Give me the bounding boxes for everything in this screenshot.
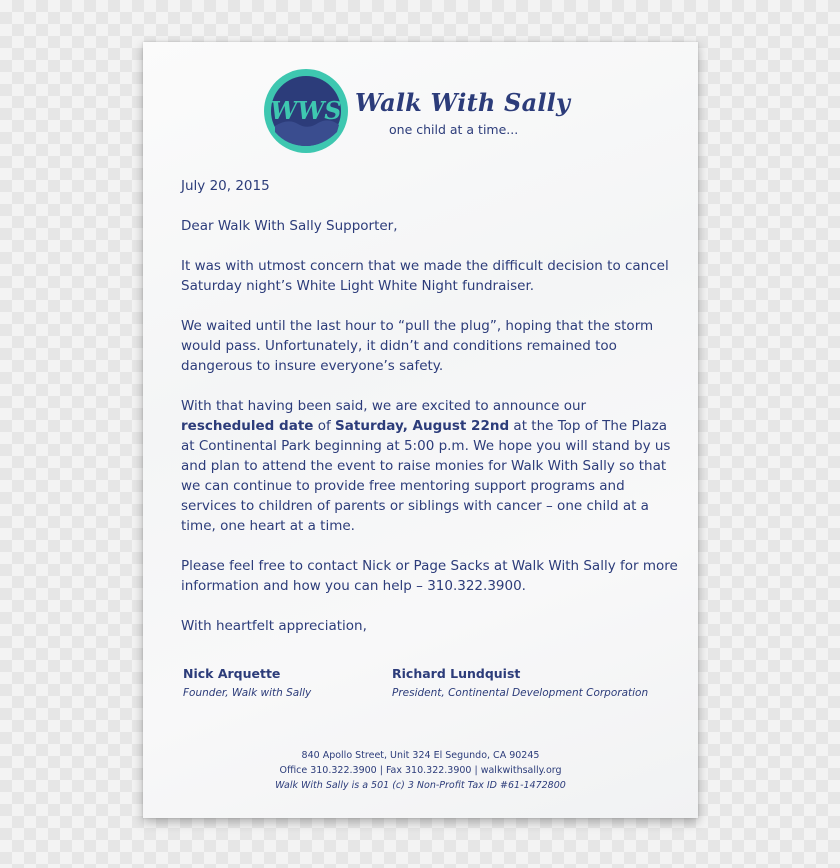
signature-block-1 (183, 666, 311, 699)
p3-text-c: of (313, 418, 336, 434)
footer-address: 840 Apollo Street, Unit 324 El Segundo, CA 90245 (301, 750, 540, 761)
p3-emphasis-date: Saturday, August 22nd (335, 418, 510, 434)
letter-closing: With heartfelt appreciation, (181, 618, 367, 634)
logo (263, 68, 583, 154)
letterhead-footer (143, 748, 698, 793)
p3-text-a: With that having been said, we are excited to announce our (181, 398, 587, 414)
footer-contact: Office 310.322.3900 | Fax 310.322.3900 | walkwithsally.org (279, 765, 562, 776)
footer-tax-id: Walk With Sally is a 501 (c) 3 Non-Profit Tax ID #61-1472800 (275, 780, 566, 791)
letter-paragraph-2: We waited until the last hour to “pull the plug”, hoping that the storm would pass. Unfortunately, it didn’t and conditions remained too dangerous to insure everyone’s safety. (181, 318, 654, 374)
signer-title: Founder, Walk with Sally (183, 687, 312, 699)
logo-tagline: one child at a time... (389, 122, 519, 137)
signer-name: Richard Lundquist (392, 666, 521, 681)
signer-name: Nick Arquette (183, 666, 281, 681)
p3-emphasis-rescheduled: rescheduled date (181, 418, 314, 434)
letter-paragraph-1: It was with utmost concern that we made the difficult decision to cancel Saturday night’s White Light White Night fundraiser. (181, 258, 669, 294)
p3-text-e: at the Top of The Plaza at Continental Park beginning at 5:00 p.m. We hope you will stand by us and plan to attend the event to raise monies for Walk With Sally so that we can continue to provide free mentoring support programs and services to children of parents or siblings with cancer – one child at a time, one heart at a time. (181, 418, 671, 534)
letter-paragraph-4: Please feel free to contact Nick or Page Sacks at Walk With Sally for more information and how you can help – 310.322.3900. (181, 558, 678, 594)
letter-date: July 20, 2015 (181, 178, 270, 194)
logo-monogram: WWS (270, 96, 342, 125)
letter-page (143, 42, 698, 818)
signature-block-2 (392, 666, 648, 699)
letter-salutation: Dear Walk With Sally Supporter, (181, 218, 398, 234)
logo-badge-icon (263, 68, 349, 154)
letter-paragraph-3 (181, 396, 681, 536)
logo-name: Walk With Sally (355, 88, 571, 117)
signer-title: President, Continental Development Corporation (392, 687, 649, 699)
